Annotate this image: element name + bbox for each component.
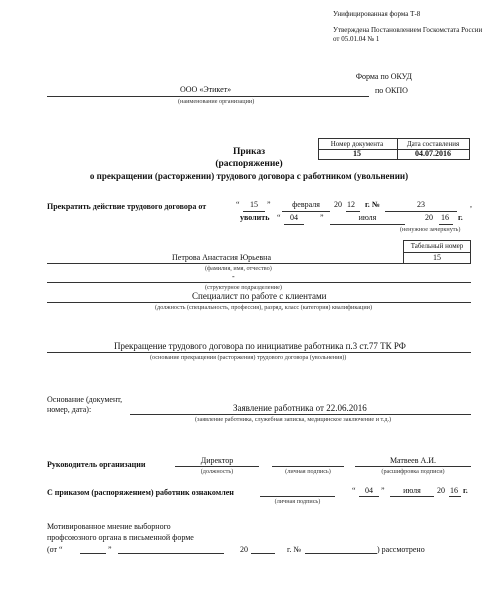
acquainted-signature-caption: (личная подпись)	[274, 498, 321, 505]
doc-date-value: 04.07.2016	[415, 149, 451, 158]
okpo-label: по ОКПО	[375, 86, 408, 95]
title-line-2: (распоряжение)	[215, 159, 283, 169]
organization-name: ООО «Этикет»	[180, 85, 232, 94]
dismiss-quote-close: ”	[320, 213, 324, 222]
approved-line-2: от 05.01.04 № 1	[333, 35, 380, 43]
union-line-2: профсоюзного органа в письменной форме	[47, 533, 194, 542]
dismiss-day: 04	[290, 213, 298, 222]
dismiss-year: 16	[441, 213, 449, 222]
head-position-caption: (должность)	[200, 468, 234, 475]
title-line-1: Приказ	[232, 147, 266, 157]
terminate-month-line	[282, 211, 330, 212]
okud-label: Форма по ОКУД	[355, 72, 412, 81]
terminate-number: 23	[417, 200, 425, 209]
terminate-quote-close: ”	[267, 200, 271, 209]
union-line-1: Мотивированное мнение выборного	[47, 522, 171, 531]
ground-line	[47, 352, 471, 353]
employee-position-caption: (должность (специальность, профессия), разряд, класс (категория) квалификации)	[155, 304, 373, 311]
acquainted-year-line	[449, 496, 461, 497]
union-number-line	[305, 553, 377, 554]
acquainted-month: июля	[403, 486, 421, 495]
employee-position-line	[47, 302, 471, 303]
union-month-line	[118, 553, 224, 554]
dismiss-day-line	[284, 224, 304, 225]
doc-date-header: Дата составления	[406, 140, 460, 148]
basis-value: Заявление работника от 22.06.2016	[233, 403, 367, 413]
doc-number-header: Номер документа	[330, 140, 384, 148]
ground-caption: (основание прекращения (расторжения) трудового договора (увольнения))	[150, 354, 347, 361]
employee-dept-line	[47, 282, 471, 283]
basis-label-1: Основание (документ,	[47, 395, 123, 404]
dismiss-note: (ненужное зачеркнуть)	[400, 226, 461, 233]
basis-label-2: номер, дата):	[47, 405, 92, 414]
dismiss-g: г.	[458, 213, 463, 222]
union-g-no: г. №	[287, 545, 302, 554]
head-signature-line	[272, 466, 344, 467]
terminate-day: 15	[250, 200, 258, 209]
dismiss-year-line	[439, 224, 453, 225]
acquainted-day: 04	[365, 486, 373, 495]
acquainted-signature-line	[260, 496, 335, 497]
terminate-g-no: г. №	[365, 200, 380, 209]
head-name-line	[355, 466, 471, 467]
approved-line-1: Утверждена Постановлением Госкомстата России	[333, 26, 483, 34]
acquainted-label: С приказом (распоряжением) работник ознакомлен	[47, 488, 234, 497]
head-signature-caption: (личная подпись)	[285, 468, 331, 475]
acquainted-month-line	[390, 496, 434, 497]
ground-text: Прекращение трудового договора по инициативе работника п.3 ст.77 ТК РФ	[114, 341, 406, 351]
acquainted-year-prefix: 20	[437, 486, 445, 495]
dismiss-year-prefix: 20	[425, 213, 433, 222]
employee-position: Специалист по работе с клиентами	[192, 291, 327, 301]
employee-dept: -	[232, 272, 235, 281]
union-year-line	[251, 553, 275, 554]
employee-name: Петрова Анастасия Юрьевна	[172, 253, 271, 262]
union-tail: ) рассмотрено	[377, 545, 425, 554]
terminate-comma: ,	[470, 200, 472, 209]
basis-line	[130, 414, 471, 415]
head-position-line	[175, 466, 259, 467]
terminate-year-prefix: 20	[334, 200, 342, 209]
tab-number-value: 15	[433, 253, 441, 262]
employee-name-caption: (фамилия, имя, отчество)	[205, 265, 272, 272]
head-name: Матвеев А.И.	[389, 456, 437, 465]
terminate-year-line	[346, 211, 360, 212]
acquainted-year: 16	[450, 486, 458, 495]
organization-caption: (наименование организации)	[178, 98, 255, 105]
dismiss-month-line	[330, 224, 405, 225]
terminate-year: 12	[347, 200, 355, 209]
acquainted-day-line	[359, 496, 379, 497]
terminate-quote-open: “	[236, 200, 240, 209]
union-year-prefix: 20	[240, 545, 248, 554]
terminate-month: февраля	[292, 200, 320, 209]
union-ot: (от “	[47, 545, 63, 554]
union-quote-close: ”	[108, 545, 112, 554]
employee-name-line	[47, 263, 403, 264]
acquainted-g: г.	[463, 486, 468, 495]
head-position: Директор	[200, 456, 234, 465]
basis-caption: (заявление работника, служебная записка, медицинское заключение и т.д.)	[195, 416, 392, 423]
employee-dept-caption: (структурное подразделение)	[205, 284, 282, 291]
terminate-day-line	[243, 211, 265, 212]
union-day-line	[80, 553, 106, 554]
tab-number-header: Табельный номер	[410, 242, 464, 250]
doc-number-value: 15	[353, 149, 361, 158]
terminate-label: Прекратить действие трудового договора от	[47, 202, 207, 211]
organization-line	[47, 96, 369, 97]
terminate-number-line	[385, 211, 457, 212]
head-label: Руководитель организации	[47, 460, 146, 469]
acquainted-quote-open: “	[352, 486, 356, 495]
title-line-3: о прекращении (расторжении) трудового договора с работником (увольнении)	[89, 171, 409, 181]
dismiss-label: уволить	[240, 213, 270, 222]
dismiss-month: июля	[358, 213, 377, 222]
form-code: Унифицированная форма Т-8	[333, 10, 421, 18]
head-name-caption: (расшифровка подписи)	[381, 468, 445, 475]
acquainted-quote-close: ”	[381, 486, 385, 495]
dismiss-quote-open: “	[277, 213, 281, 222]
